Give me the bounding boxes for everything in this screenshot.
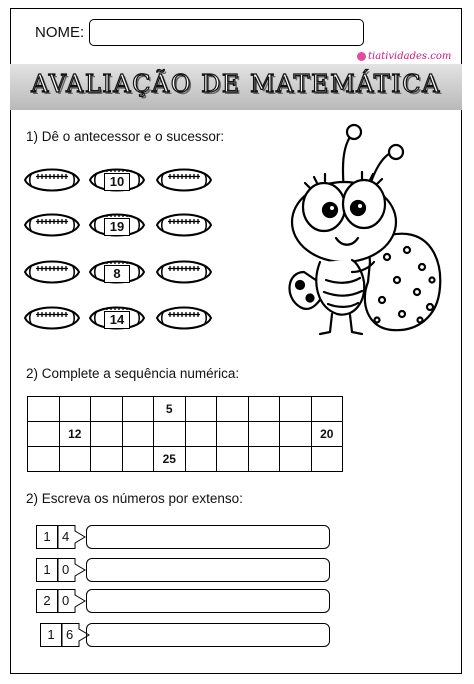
grid-cell-blank[interactable] xyxy=(154,422,186,447)
page-title: AVALIAÇÃO DE MATEMÁTICA xyxy=(31,70,441,98)
grid-cell-given: 20 xyxy=(311,422,343,447)
grid-cell-blank[interactable] xyxy=(28,422,60,447)
units-digit: 0 xyxy=(62,593,70,608)
football-answer[interactable] xyxy=(23,163,81,197)
grid-cell-blank[interactable] xyxy=(248,397,280,422)
given-number: 10 xyxy=(104,173,130,191)
grid-cell-blank[interactable] xyxy=(248,447,280,472)
units-digit: 6 xyxy=(66,627,74,642)
grid-cell-blank[interactable] xyxy=(91,447,123,472)
grid-cell-blank[interactable] xyxy=(122,397,154,422)
grid-row xyxy=(28,447,343,472)
given-number: 19 xyxy=(104,218,130,236)
grid-cell-blank[interactable] xyxy=(59,397,91,422)
grid-cell-blank[interactable] xyxy=(185,397,217,422)
units-digit: 4 xyxy=(62,529,70,544)
grid-cell-blank[interactable] xyxy=(122,422,154,447)
watermark-text: tiatividades.com xyxy=(368,51,452,62)
number-words-field[interactable] xyxy=(86,589,330,613)
football-answer[interactable] xyxy=(155,163,213,197)
number-words-field[interactable] xyxy=(86,558,330,582)
question-3-prompt: 2) Escreva os números por extenso: xyxy=(26,491,243,506)
units-digit: 0 xyxy=(62,562,70,577)
given-number: 14 xyxy=(104,311,130,329)
grid-row xyxy=(28,397,343,422)
grid-cell-blank[interactable] xyxy=(185,447,217,472)
grid-cell-blank[interactable] xyxy=(91,422,123,447)
tens-digit: 1 xyxy=(36,525,58,549)
grid-cell-blank[interactable] xyxy=(59,447,91,472)
sequence-grid xyxy=(27,396,343,472)
grid-cell-blank[interactable] xyxy=(311,447,343,472)
flower-icon xyxy=(357,52,366,61)
grid-cell-blank[interactable] xyxy=(91,397,123,422)
tens-digit: 1 xyxy=(36,558,58,582)
tens-digit: 1 xyxy=(40,623,62,647)
grid-cell-given: 12 xyxy=(59,422,91,447)
watermark xyxy=(357,51,451,62)
grid-cell-blank[interactable] xyxy=(311,397,343,422)
question-2-prompt: 2) Complete a sequência numérica: xyxy=(26,366,240,381)
football-answer[interactable] xyxy=(23,301,81,335)
football-answer[interactable] xyxy=(23,208,81,242)
tens-digit: 2 xyxy=(36,589,58,613)
grid-cell-blank[interactable] xyxy=(217,397,249,422)
question-1-prompt: 1) Dê o antecessor e o sucessor: xyxy=(26,129,225,144)
grid-cell-blank[interactable] xyxy=(28,397,60,422)
grid-cell-blank[interactable] xyxy=(280,397,312,422)
grid-cell-blank[interactable] xyxy=(122,447,154,472)
grid-cell-blank[interactable] xyxy=(28,447,60,472)
football-answer[interactable] xyxy=(155,255,213,289)
grid-cell-blank[interactable] xyxy=(185,422,217,447)
name-field[interactable] xyxy=(89,19,364,46)
football-answer[interactable] xyxy=(155,208,213,242)
grid-cell-given: 25 xyxy=(154,447,186,472)
grid-cell-blank[interactable] xyxy=(217,422,249,447)
grid-cell-blank[interactable] xyxy=(280,422,312,447)
football-answer[interactable] xyxy=(155,301,213,335)
given-number: 8 xyxy=(104,265,130,283)
name-label: NOME: xyxy=(35,24,85,41)
number-words-field[interactable] xyxy=(86,525,330,549)
grid-cell-blank[interactable] xyxy=(248,422,280,447)
grid-cell-given: 5 xyxy=(154,397,186,422)
football-answer[interactable] xyxy=(23,255,81,289)
ladybug-illustration xyxy=(282,122,447,342)
grid-row xyxy=(28,422,343,447)
number-words-field[interactable] xyxy=(86,623,330,647)
grid-cell-blank[interactable] xyxy=(280,447,312,472)
grid-cell-blank[interactable] xyxy=(217,447,249,472)
